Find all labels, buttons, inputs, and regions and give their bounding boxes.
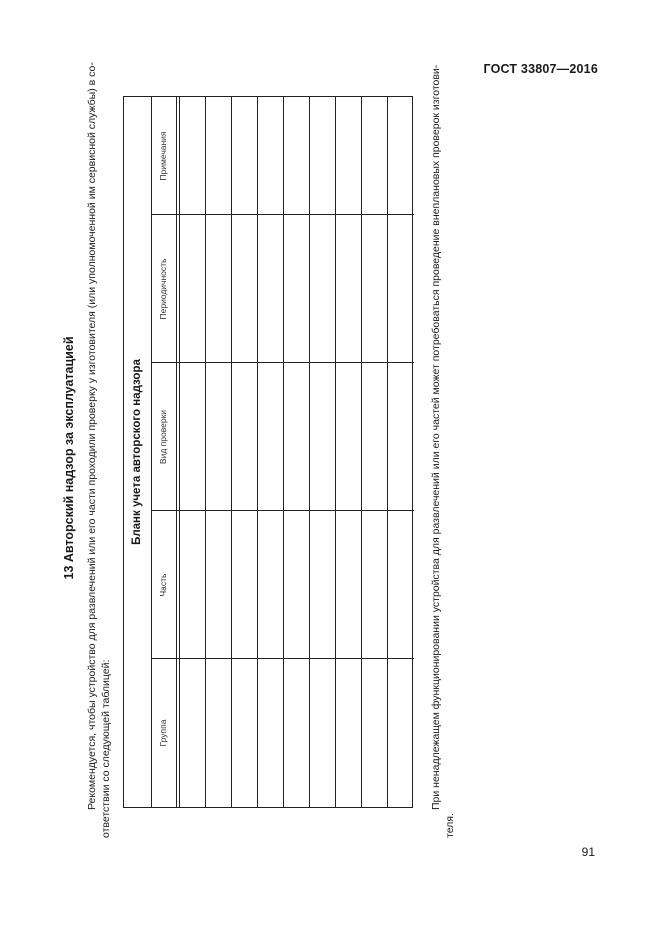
table-row-line xyxy=(335,97,336,807)
column-header-part: Часть xyxy=(158,573,168,597)
note-line-1: При ненадлежащем функционировании устройства для развлечений или его частей может потребоваться проведение внеплановых проверок изготови- xyxy=(430,64,442,810)
header-double-line xyxy=(179,97,180,807)
table-row-line xyxy=(205,97,206,807)
column-header-notes: Примечания xyxy=(158,131,168,181)
unplanned-checks-note xyxy=(429,64,457,838)
table-row-line xyxy=(283,97,284,807)
table-row-line xyxy=(309,97,310,807)
table-row-line xyxy=(257,97,258,807)
table-caption: Бланк учета авторского надзора xyxy=(131,359,143,545)
header-bottom-line xyxy=(176,97,177,807)
document-standard-header: ГОСТ 33807—2016 xyxy=(483,62,598,76)
supervision-record-table xyxy=(123,96,413,808)
rotated-page-content xyxy=(61,62,531,838)
column-header-check-type: Вид проверки xyxy=(158,409,168,465)
table-row-line xyxy=(387,97,388,807)
column-header-group: Группа xyxy=(158,719,168,747)
intro-paragraph xyxy=(85,62,113,838)
intro-paragraph-line-1: Рекомендуется, чтобы устройство для развлечений или его части проходили проверку у изготовителя (или уполномоченной им сервисной службы) в со- xyxy=(86,62,98,810)
intro-paragraph-line-2: ответствии со следующей таблицей: xyxy=(100,659,112,838)
table-row-line xyxy=(361,97,362,807)
note-line-2: теля. xyxy=(444,813,456,838)
section-title: 13 Авторский надзор за эксплуатацией xyxy=(62,336,76,580)
table-row-line xyxy=(231,97,232,807)
column-header-periodicity: Периодичность xyxy=(158,258,168,320)
page-number: 91 xyxy=(581,845,595,859)
